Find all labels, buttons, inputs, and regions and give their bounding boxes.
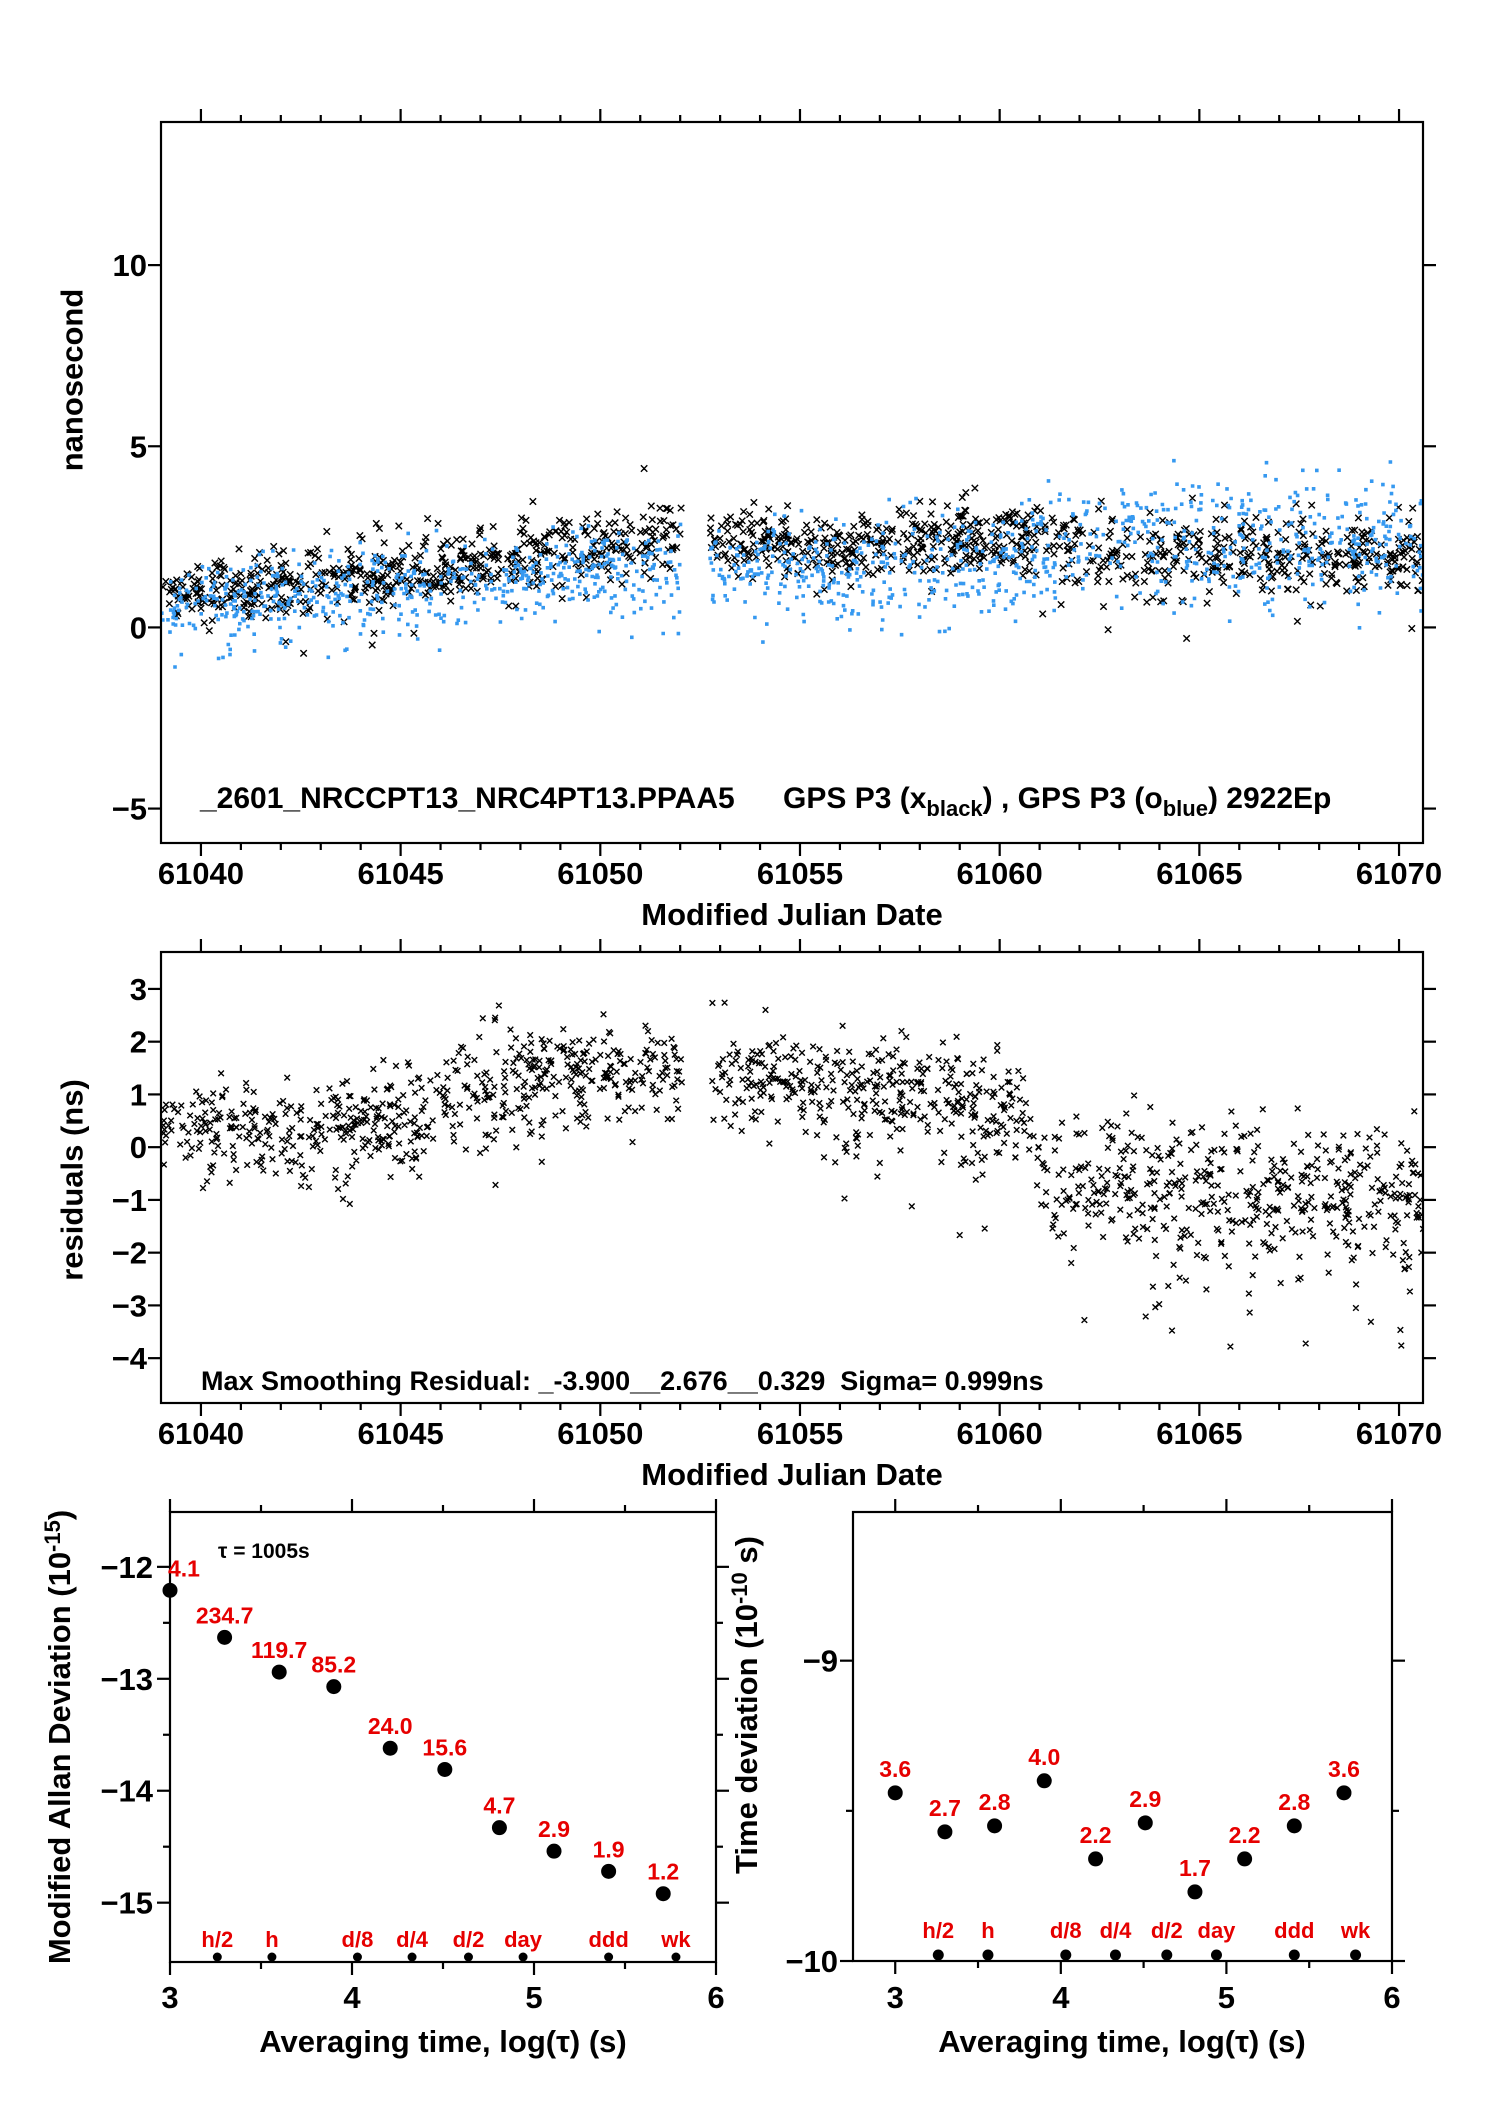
modified-allan-deviation-reference-marks (201, 1927, 691, 1962)
value-label: 3.6 (879, 1755, 912, 1782)
reference-dot (604, 1953, 613, 1962)
value-label: 234.7 (195, 1602, 254, 1629)
reference-label: d/2 (452, 1927, 485, 1952)
x-tick-label: 61070 (1355, 856, 1443, 891)
reference-label: wk (1340, 1918, 1371, 1943)
reference-label: d/8 (341, 1927, 374, 1952)
reference-dot (1110, 1950, 1121, 1961)
reference-label: d/4 (396, 1927, 428, 1952)
y-tick-label: −12 (100, 1549, 153, 1585)
reference-dot (1060, 1950, 1071, 1961)
reference-dot (1161, 1950, 1172, 1961)
value-label: 2.2 (1228, 1821, 1261, 1848)
value-label: 119.7 (251, 1637, 308, 1664)
data-point (1037, 1773, 1052, 1788)
modified-allan-deviation-y-axis-title: Modified Allan Deviation $(10^{-15})$ (40, 1509, 77, 1965)
y-axis-modified-allan-deviation (100, 1550, 729, 1921)
top-panel-legend: GPS P3 $(x_{black})$ , GPS P3 $(o_{blue})$ 2922Ep (783, 782, 1332, 821)
value-label: 15.6 (422, 1734, 468, 1761)
y-tick-label: 5 (129, 429, 147, 465)
y-tick-label: −2 (111, 1235, 147, 1271)
x-tick-label: 6 (707, 1980, 725, 2015)
y-tick-label: −14 (100, 1773, 153, 1809)
data-point (1187, 1884, 1202, 1899)
value-label: 2.2 (1079, 1821, 1112, 1848)
reference-dot (213, 1953, 222, 1962)
reference-dot (1289, 1950, 1300, 1961)
reference-label: h/2 (201, 1927, 234, 1952)
y-tick-label: 0 (129, 610, 147, 646)
value-label: 2.7 (928, 1794, 961, 1821)
x-tick-label: 61065 (1156, 1416, 1243, 1451)
value-label: 1.9 (592, 1836, 625, 1863)
top-panel-y-axis-title: nanosecond (54, 288, 90, 472)
y-tick-label: −3 (111, 1288, 147, 1324)
reference-dot (933, 1950, 944, 1961)
value-label: 2.9 (1129, 1785, 1162, 1812)
data-point (656, 1886, 671, 1901)
data-point (1336, 1785, 1351, 1800)
y-tick-label: −1 (111, 1182, 147, 1218)
y-tick-label: −4 (111, 1341, 147, 1377)
value-label: 24.0 (367, 1713, 413, 1740)
data-point (1237, 1851, 1252, 1866)
value-label: 2.8 (1278, 1788, 1311, 1815)
reference-label: day (504, 1927, 543, 1952)
reference-dot (1211, 1950, 1222, 1961)
x-tick-label: 61050 (557, 856, 644, 891)
data-point (1088, 1851, 1103, 1866)
data-point (987, 1818, 1002, 1833)
value-label: 2.8 (978, 1788, 1011, 1815)
y-tick-label: −10 (785, 1944, 838, 1979)
time-deviation-y-axis-title: Time deviation ($10^{-10}$ s) (727, 1536, 764, 1874)
panel-frame-gps-time-comparison (161, 122, 1423, 843)
x-tick-label: 61060 (956, 1416, 1043, 1451)
x-tick-label: 5 (525, 1980, 543, 2015)
x-tick-label: 61055 (756, 856, 844, 891)
x-tick-label: 3 (161, 1980, 179, 2015)
value-label: 2.9 (538, 1816, 571, 1843)
x-tick-label: 61040 (157, 1416, 245, 1451)
value-label: 85.2 (311, 1651, 357, 1678)
time-deviation-reference-marks (922, 1918, 1371, 1961)
middle-panel-x-axis-title: Modified Julian Date (641, 1457, 943, 1492)
reference-label: ddd (588, 1927, 629, 1952)
panel-frame-time-deviation (853, 1512, 1392, 1961)
data-point (1138, 1815, 1153, 1830)
y-tick-label: −5 (111, 791, 147, 827)
reference-dot (982, 1950, 993, 1961)
reference-label: ddd (1274, 1918, 1315, 1943)
reference-label: d/4 (1099, 1918, 1132, 1943)
reference-dot (1350, 1950, 1361, 1961)
reference-dot (464, 1953, 473, 1962)
x-tick-label: 61055 (756, 1416, 844, 1451)
value-label: 1.2 (647, 1858, 680, 1885)
reference-dot (519, 1953, 528, 1962)
tdev-x-axis-title: Averaging time, log(τ) (s) (938, 2024, 1306, 2059)
series-residuals (161, 1000, 1426, 1350)
y-tick-label: 10 (112, 248, 147, 284)
mdev-x-axis-title: Averaging time, log(τ) (s) (259, 2024, 627, 2059)
tau-annotation: τ = 1005s (218, 1540, 310, 1563)
x-tick-label: 61050 (557, 1416, 644, 1451)
y-tick-label: 2 (129, 1024, 147, 1060)
value-label: 4.1 (168, 1555, 200, 1582)
data-point (217, 1630, 232, 1645)
series-gps-p3-x-black (160, 465, 1426, 656)
x-tick-label: 61060 (956, 856, 1043, 891)
residuals-annotation: Max Smoothing Residual: _-3.900__2.676__0.329 Sigma= 0.999ns (201, 1366, 1044, 1396)
data-point (601, 1864, 616, 1879)
data-point (383, 1741, 398, 1756)
reference-dot (671, 1953, 680, 1962)
data-point (326, 1679, 341, 1694)
reference-label: d/2 (1150, 1918, 1183, 1943)
value-label: 3.6 (1327, 1755, 1360, 1782)
value-label: 4.0 (1028, 1743, 1061, 1770)
x-tick-label: 61045 (357, 1416, 444, 1451)
y-tick-label: 1 (129, 1077, 147, 1113)
data-point (1287, 1818, 1302, 1833)
reference-label: h/2 (922, 1918, 955, 1943)
x-tick-label: 4 (343, 1980, 361, 2015)
x-axis-time-deviation (887, 1499, 1401, 2015)
reference-dot (408, 1953, 417, 1962)
time-deviation-points (879, 1744, 1360, 1900)
top-panel-title: _2601_NRCCPT13_NRC4PT13.PPAA5 (200, 782, 735, 815)
data-point (937, 1824, 952, 1839)
y-axis-smoothing-residuals (112, 972, 1436, 1376)
reference-dot (353, 1953, 362, 1962)
top-panel-x-axis-title: Modified Julian Date (641, 897, 943, 932)
data-point (547, 1844, 562, 1859)
x-tick-label: 61065 (1156, 856, 1243, 891)
reference-label: h (265, 1927, 279, 1952)
panel-frame-smoothing-residuals (161, 952, 1423, 1403)
data-point (272, 1665, 287, 1680)
x-tick-label: 61070 (1355, 1416, 1443, 1451)
reference-label: day (1197, 1918, 1236, 1943)
y-axis-gps-time-comparison (112, 248, 1436, 826)
x-tick-label: 61040 (157, 856, 245, 891)
data-point (492, 1820, 507, 1835)
y-tick-label: −13 (100, 1661, 153, 1697)
value-label: 1.7 (1178, 1854, 1211, 1881)
y-tick-label: 3 (129, 971, 147, 1007)
x-tick-label: 4 (1052, 1980, 1070, 2015)
modified-allan-deviation-points (163, 1555, 680, 1901)
y-tick-label: −9 (802, 1643, 838, 1679)
reference-label: h (981, 1918, 995, 1943)
x-tick-label: 5 (1217, 1980, 1236, 2015)
data-point (888, 1785, 903, 1800)
data-point (437, 1762, 452, 1777)
y-tick-label: 0 (129, 1130, 147, 1166)
data-point (163, 1583, 178, 1598)
reference-label: wk (661, 1927, 691, 1952)
value-label: 4.7 (483, 1792, 516, 1819)
reference-dot (267, 1953, 276, 1962)
y-tick-label: −15 (100, 1885, 153, 1921)
reference-label: d/8 (1049, 1918, 1082, 1943)
x-tick-label: 3 (886, 1980, 904, 2015)
x-tick-label: 6 (1383, 1980, 1401, 2015)
middle-panel-y-axis-title: residuals (ns) (54, 1079, 90, 1281)
x-tick-label: 61045 (357, 856, 444, 891)
